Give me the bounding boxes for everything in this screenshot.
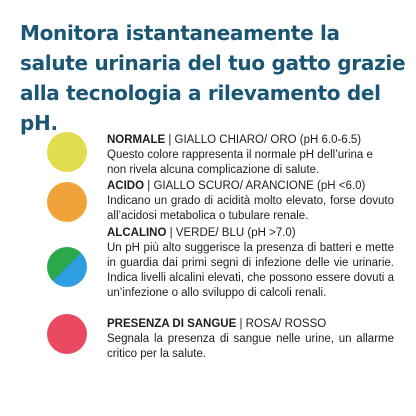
legend-detail-normale: | GIALLO CHIARO/ ORO (pH 6.0-6.5) xyxy=(165,134,362,146)
legend-title-sangue: PRESENZA DI SANGUE xyxy=(107,318,237,330)
legend-description-normale: Questo colore rappresenta il normale pH dell’urina e non rivela alcuna complicazione di salute. xyxy=(107,149,373,176)
legend-heading-normale xyxy=(107,133,394,148)
legend-detail-sangue: | ROSA/ ROSSO xyxy=(236,318,327,330)
legend-heading-acido xyxy=(107,179,394,194)
legend-heading-alcalino xyxy=(107,226,394,241)
legend-text-acido xyxy=(107,179,394,224)
legend-text-alcalino xyxy=(107,226,394,301)
orange-color-dot xyxy=(47,182,87,222)
legend-title-alcalino: ALCALINO xyxy=(107,227,167,239)
legend-description-alcalino: Un pH più alto suggerisce la presenza di batteri e mette in guardia dai primi segni di infezione delle vie urinarie. Indica livelli alcalini elevati, che possono essere dovuti a un’infezione o allo sviluppo di calcoli renali. xyxy=(107,242,394,299)
headline: Monitora istantaneamente la salute urinaria del tuo gatto grazie alla tecnologia a rilevamento del pH. xyxy=(20,21,406,135)
legend-heading-sangue xyxy=(107,317,394,332)
legend-text-normale xyxy=(107,133,394,178)
legend-title-acido: ACIDO xyxy=(107,180,145,192)
green-blue-color-dot xyxy=(47,247,87,287)
legend-text-sangue xyxy=(107,317,394,362)
legend-title-normale: NORMALE xyxy=(107,134,166,146)
legend-detail-acido: | GIALLO SCURO/ ARANCIONE (pH <6.0) xyxy=(144,180,366,192)
legend-description-acido: Indicano un grado di acidità molto elevato, forse dovuto all’acidosi metabolica o tubulare renale. xyxy=(107,195,394,222)
legend-detail-alcalino: | VERDE/ BLU (pH >7.0) xyxy=(166,227,296,239)
yellow-color-dot xyxy=(47,132,87,172)
legend-description-sangue: Segnala la presenza di sangue nelle urine, un allarme critico per la salute. xyxy=(107,333,394,360)
red-color-dot xyxy=(47,314,87,354)
